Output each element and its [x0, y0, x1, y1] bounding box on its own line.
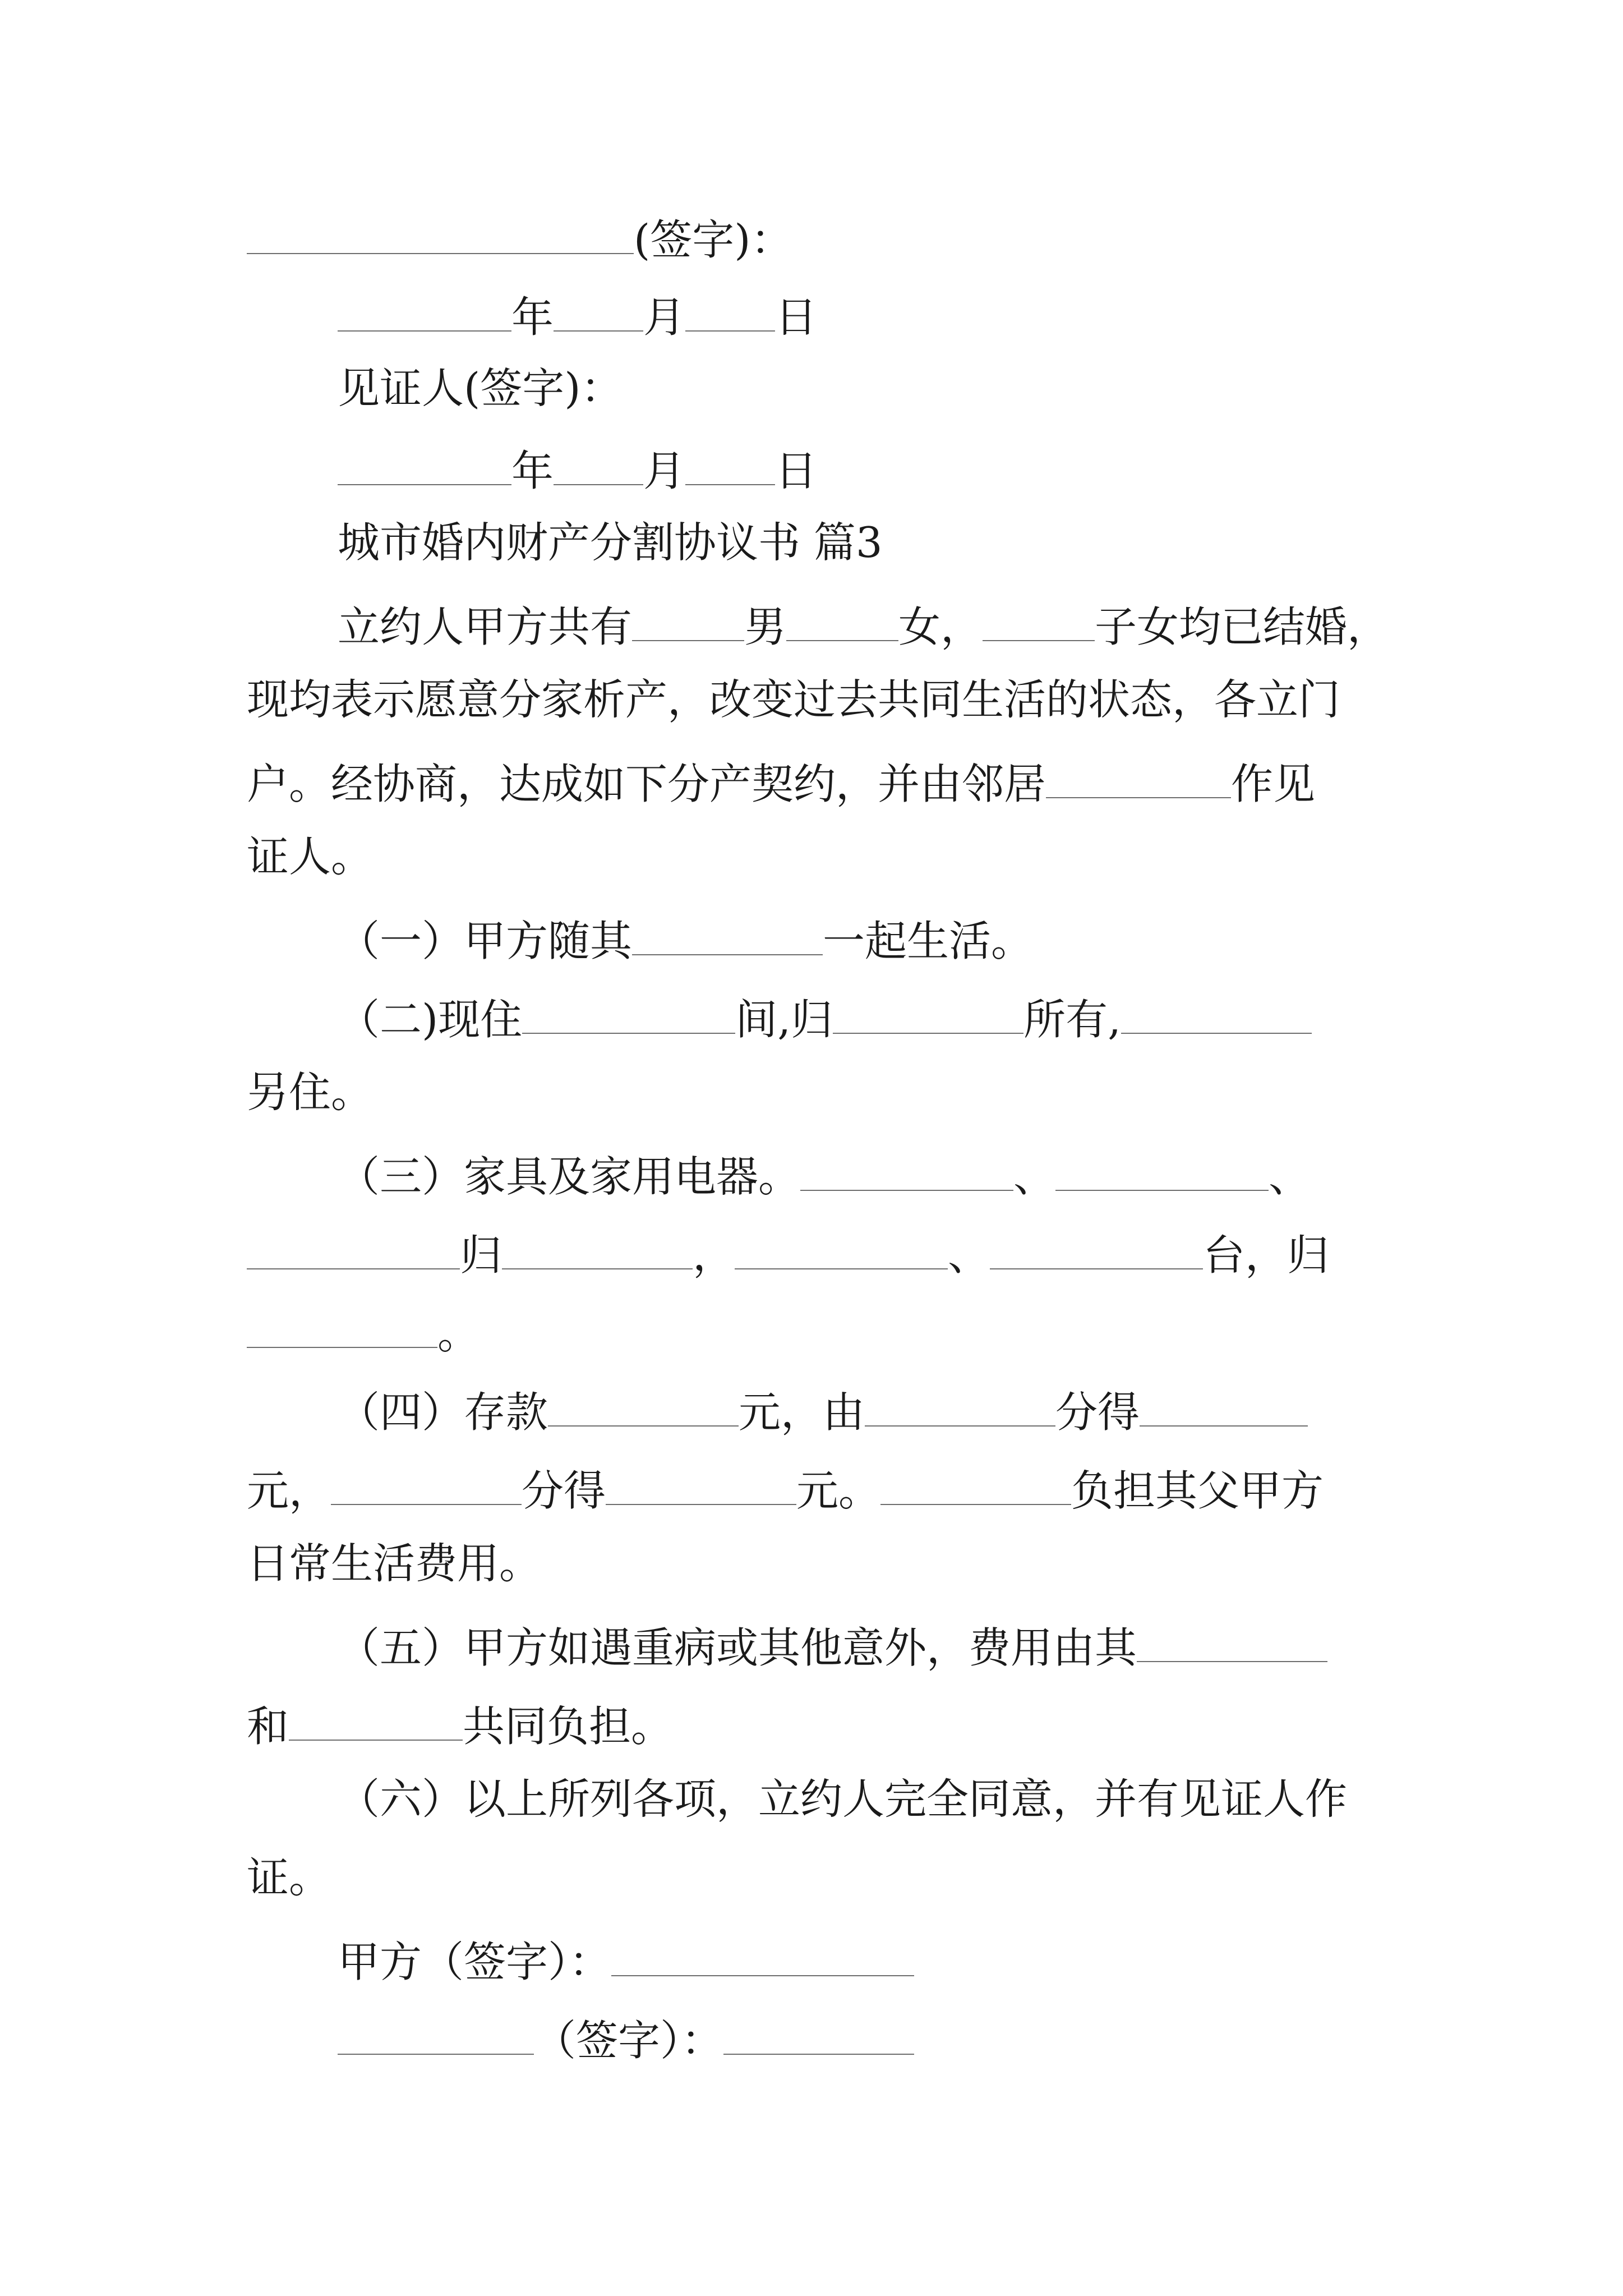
clause-2-cont: 另住。: [247, 1068, 374, 1117]
blank-underline: [338, 444, 511, 485]
blank-underline: [554, 444, 643, 485]
blank-underline: [331, 1464, 522, 1505]
date-line-2: 年 月 日: [338, 444, 1476, 492]
blank-underline: [1140, 1386, 1308, 1427]
blank-underline: [502, 1228, 693, 1269]
witness-signature: 见证人(签字)：: [338, 364, 623, 413]
blank-underline: [685, 291, 775, 332]
blank-underline: [880, 1464, 1071, 1505]
clause-5-cont: 和 共同负担。: [247, 1700, 1385, 1747]
section-title: 城市婚内财产分割协议书 篇3: [338, 518, 883, 567]
clause-3: （三）家具及家用电器。 、 、: [338, 1150, 1476, 1198]
clause-2: （二)现住 间,归 所有,: [338, 993, 1476, 1041]
blank-underline: [990, 1228, 1203, 1269]
blank-underline: [800, 1150, 1013, 1191]
blank-underline: [247, 213, 634, 254]
blank-underline: [685, 444, 775, 485]
blank-underline: [606, 1464, 796, 1505]
party-a-signature: 甲方（签字）：: [338, 1935, 1476, 1983]
blank-underline: [632, 914, 823, 955]
intro-line-1: 立约人甲方共有 男 女， 子女均已结婚，: [338, 600, 1476, 648]
blank-underline: [338, 2014, 534, 2055]
clause-4-cont-2: 日常生活费用。: [247, 1539, 542, 1588]
date-line-1: 年 月 日: [338, 291, 1476, 338]
clause-6: （六）以上所列各项，立约人完全同意，并有见证人作: [338, 1774, 1348, 1824]
blank-underline: [983, 600, 1095, 641]
blank-underline: [338, 291, 511, 332]
clause-6-cont: 证。: [247, 1853, 331, 1902]
clause-3-cont-1: 归 ， 、 台，归: [247, 1228, 1385, 1276]
intro-line-4: 证人。: [247, 832, 374, 881]
blank-underline: [611, 1935, 914, 1976]
blank-underline: [548, 1386, 739, 1427]
blank-underline: [554, 291, 643, 332]
blank-underline: [1121, 993, 1312, 1034]
clause-4-cont-1: 元， 分得 元。 负担其父甲方: [247, 1464, 1385, 1512]
blank-underline: [247, 1307, 437, 1348]
blank-underline: [1055, 1150, 1269, 1191]
blank-underline: [786, 600, 898, 641]
signature-line-1: [247, 213, 1385, 265]
intro-line-2: 现均表示愿意分家析产，改变过去共同生活的状态，各立门: [247, 675, 1341, 724]
blank-underline: [1046, 757, 1231, 798]
blank-underline: [735, 1228, 948, 1269]
blank-underline: [289, 1700, 463, 1741]
blank-underline: [833, 993, 1023, 1034]
sign-label: (签字)：: [634, 215, 793, 265]
clause-3-cont-2: 。: [247, 1307, 1385, 1355]
blank-underline: [723, 2014, 914, 2055]
blank-underline: [1137, 1621, 1327, 1662]
blank-underline: [522, 993, 735, 1034]
clause-4: （四）存款 元，由 分得: [338, 1386, 1476, 1433]
blank-underline: [865, 1386, 1055, 1427]
party-b-signature: （签字）：: [338, 2014, 1476, 2062]
blank-underline: [247, 1228, 460, 1269]
clause-1: （一）甲方随其 一起生活。: [338, 914, 1476, 962]
clause-5: （五）甲方如遇重病或其他意外，费用由其: [338, 1621, 1476, 1669]
intro-line-3: 户。经协商，达成如下分产契约，并由邻居 作见: [247, 757, 1385, 805]
blank-underline: [632, 600, 744, 641]
